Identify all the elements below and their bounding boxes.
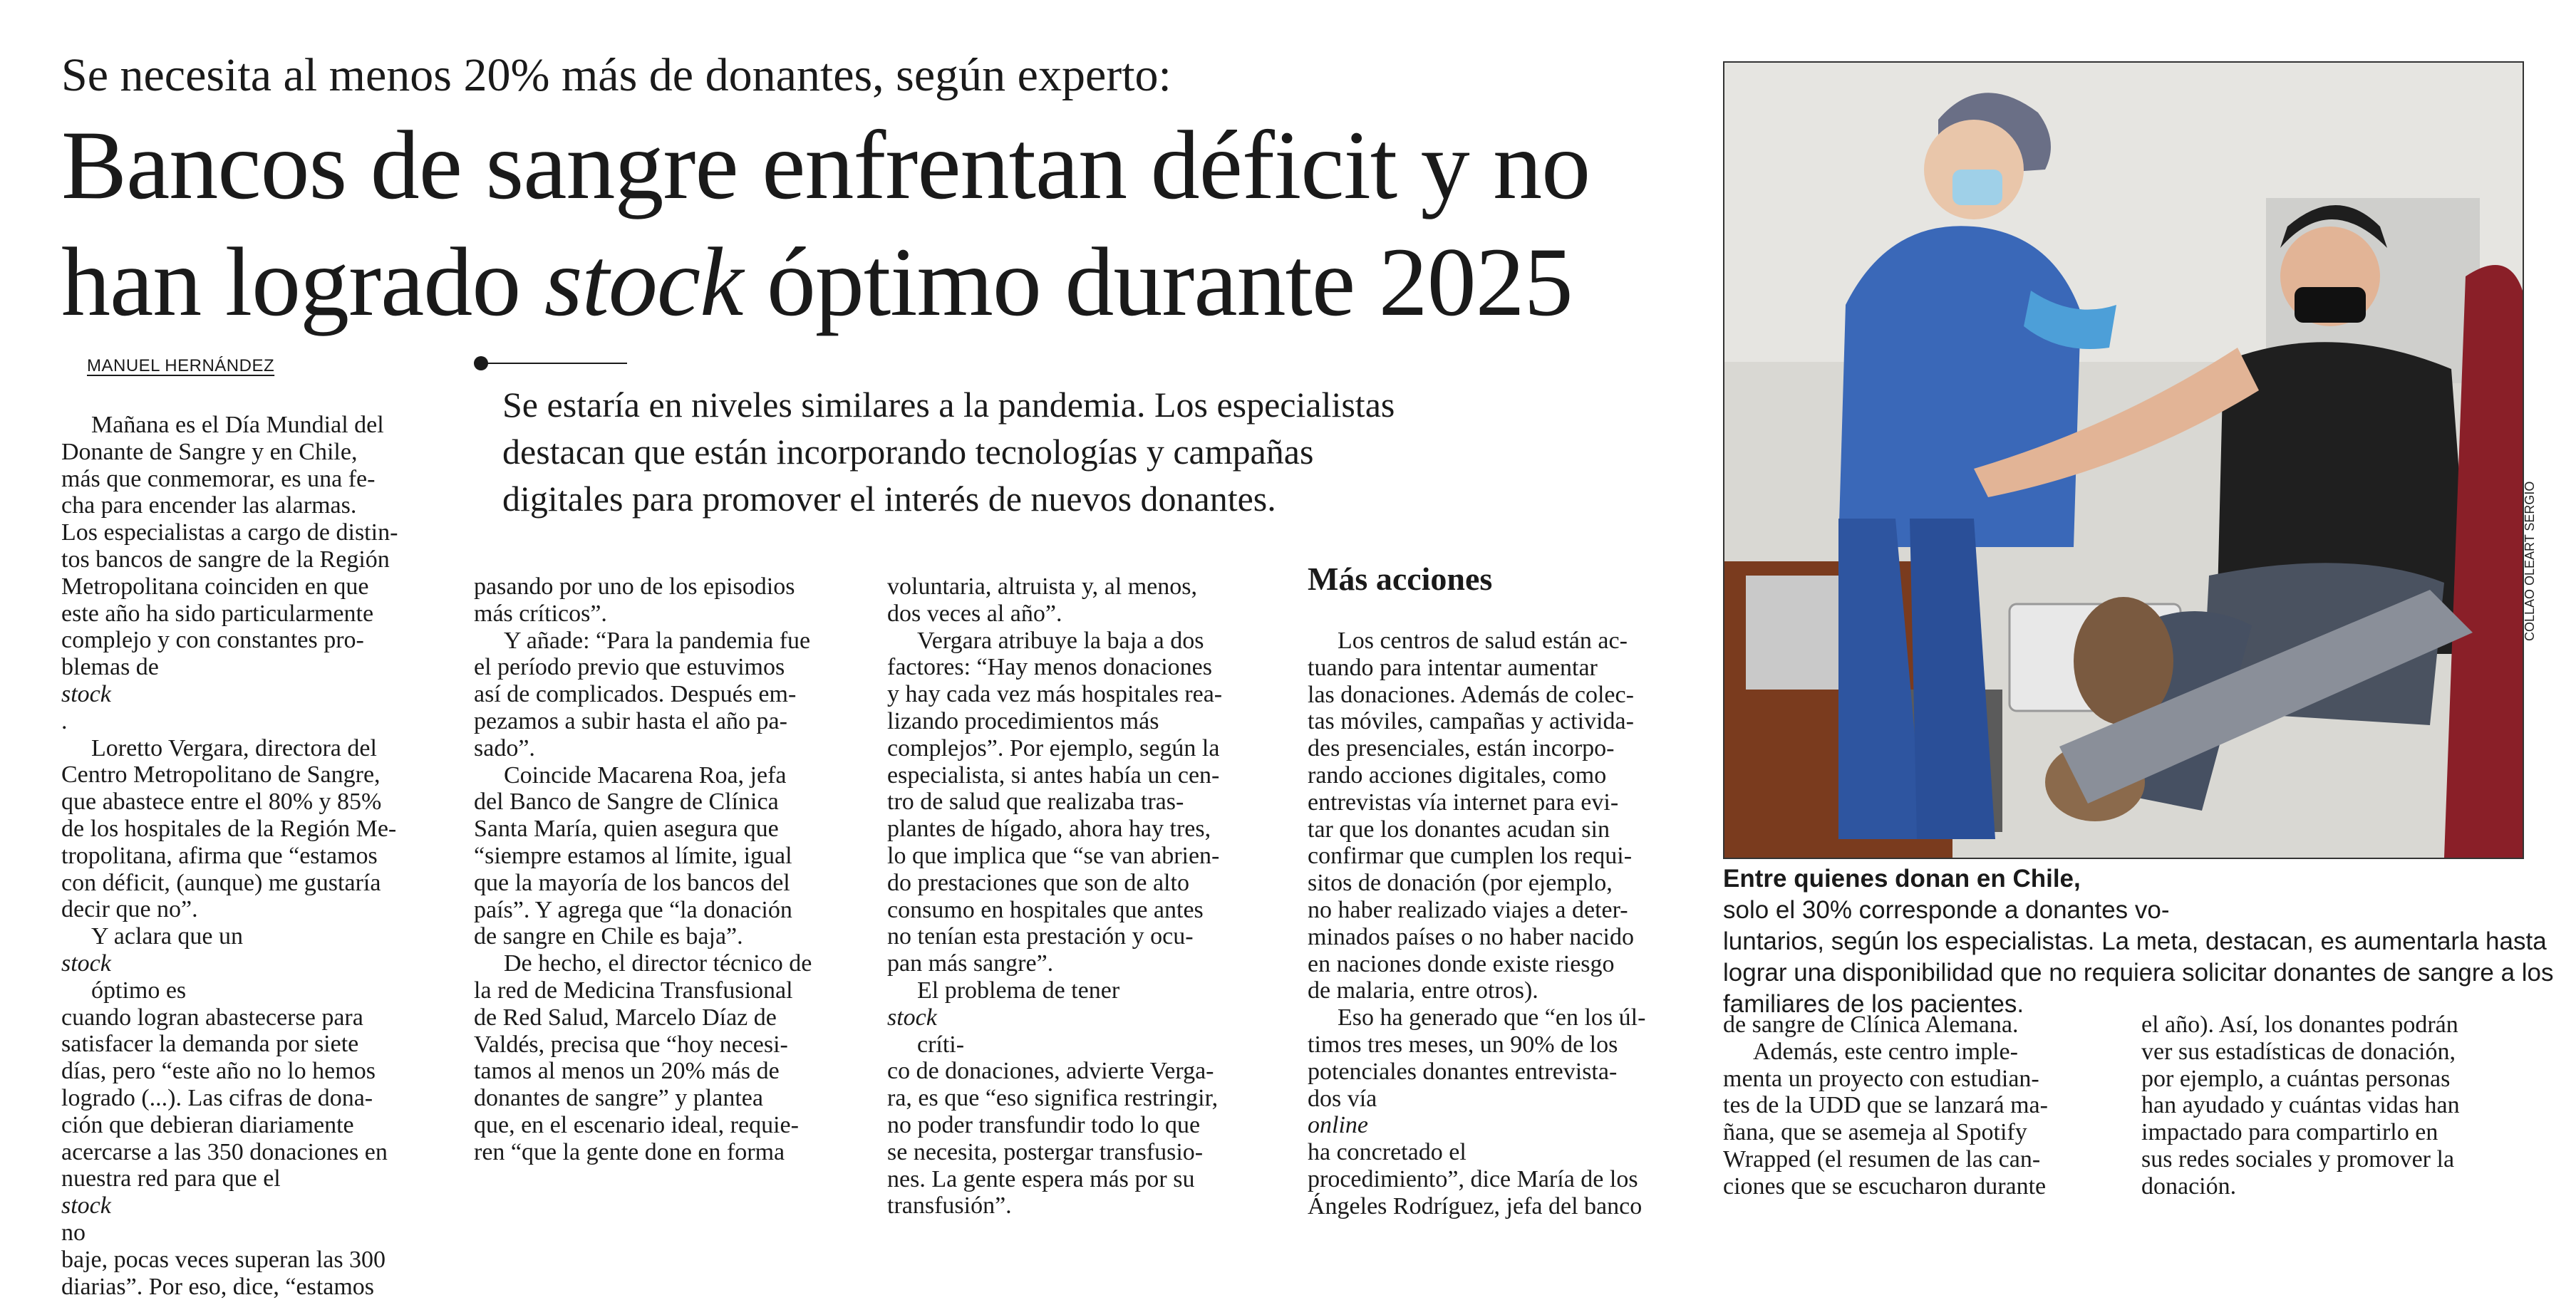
column-line-text: del Banco de Sangre de Clínica — [474, 789, 859, 816]
column-line-text: Vergara atribuye la baja a dos — [887, 628, 1276, 655]
column-line-text: tos bancos de sangre de la Región — [61, 546, 443, 573]
column-line — [474, 1004, 859, 1031]
column-line-text: “siempre estamos al límite, igual — [474, 843, 859, 870]
body-column-6 — [2141, 1012, 2530, 1200]
column-line-text: tro de salud que realizaba tras- — [887, 789, 1276, 816]
column-line — [1723, 1173, 2111, 1200]
article-headline — [61, 107, 1700, 340]
caption-rest: solo el 30% corresponde a donantes vo- — [1723, 895, 2535, 926]
column-line — [2141, 1146, 2530, 1173]
column-line-text: sitos de donación (por ejemplo, — [1308, 870, 1700, 897]
column-line-text: minados países o no haber nacido — [1308, 924, 1700, 951]
column-line — [474, 654, 859, 681]
column-line-text: donantes de sangre” y plantea — [474, 1085, 859, 1112]
column-line-text: dos veces al año”. — [887, 600, 1276, 628]
column-line — [1723, 1119, 2111, 1146]
column-line-text: confirmar que cumplen los requi- — [1308, 843, 1700, 870]
column-line — [61, 1247, 443, 1274]
column-line-text: Los especialistas a cargo de distin- — [61, 519, 443, 546]
column-line-text: Wrapped (el resumen de las can- — [1723, 1146, 2111, 1173]
column-line-text: la red de Medicina Transfusional — [474, 977, 859, 1004]
column-line — [61, 627, 443, 654]
caption-bold-lead: Entre quienes donan en Chile, — [1723, 865, 2081, 893]
lead-line: Se estaría en niveles similares a la pandemia. Los especialistas — [502, 381, 1671, 428]
section-subhead: Más acciones — [1308, 559, 1492, 599]
column-line — [1308, 816, 1700, 843]
column-line-tail: críti- — [887, 1031, 1276, 1059]
column-line-text: Centro Metropolitano de Sangre, — [61, 761, 443, 789]
column-line — [61, 1004, 443, 1031]
column-line-text: Donante de Sangre y en Chile, — [61, 439, 443, 466]
column-line — [887, 628, 1276, 655]
column-line-text: más que conmemorar, es una fe- — [61, 466, 443, 493]
column-line — [887, 843, 1276, 870]
column-line — [61, 600, 443, 628]
column-line — [61, 1274, 443, 1300]
column-line-text: do prestaciones que son de alto — [887, 870, 1276, 897]
column-line — [1308, 843, 1700, 870]
column-line-text: ra, es que “eso significa restringir, — [887, 1085, 1276, 1112]
column-line — [1308, 1166, 1700, 1193]
column-line-text: de los hospitales de la Región Me- — [61, 816, 443, 843]
column-line-text: ciones que se escucharon durante — [1723, 1173, 2111, 1200]
column-line-emphasis: stock — [61, 681, 111, 707]
column-line-text: impactado para compartirlo en — [2141, 1119, 2530, 1146]
column-line-text: así de complicados. Después em- — [474, 681, 859, 708]
headline-line-2 — [61, 224, 1700, 340]
column-line-text: tamos al menos un 20% más de — [474, 1058, 859, 1085]
column-line-text: Eso ha generado que “en los úl- — [1308, 1004, 1700, 1031]
column-line — [474, 816, 859, 843]
column-line-text: des presenciales, están incorpo- — [1308, 735, 1700, 762]
column-line-text: potenciales donantes entrevista- — [1308, 1059, 1700, 1086]
column-line — [61, 761, 443, 789]
column-line — [61, 896, 443, 923]
column-line-text: con déficit, (aunque) me gustaría — [61, 870, 443, 897]
body-column-3 — [887, 573, 1276, 1220]
column-line — [887, 1085, 1276, 1112]
column-line-text: Santa María, quien asegura que — [474, 816, 859, 843]
column-line — [474, 1031, 859, 1059]
column-line-text: logrado (...). Las cifras de dona- — [61, 1085, 443, 1112]
column-line-text: diarias”. Por eso, dice, “estamos — [61, 1274, 443, 1300]
column-line-text: Y añade: “Para la pandemia fue — [474, 628, 859, 655]
column-line — [61, 439, 443, 466]
photo-caption — [1723, 863, 2535, 1020]
column-line — [1308, 628, 1700, 655]
column-line-text: transfusión”. — [887, 1192, 1276, 1220]
column-line — [1723, 1092, 2111, 1119]
column-line-emphasis: online — [1308, 1112, 1368, 1138]
column-line-text: no haber realizado viajes a deter- — [1308, 897, 1700, 924]
column-line — [61, 546, 443, 573]
column-line-text: co de donaciones, advierte Verga- — [887, 1058, 1276, 1085]
column-line — [1308, 1086, 1700, 1166]
column-line — [1308, 1193, 1700, 1220]
column-line — [1723, 1039, 2111, 1066]
column-line — [474, 681, 859, 708]
column-line-emphasis: stock — [61, 950, 111, 977]
column-line — [61, 1058, 443, 1085]
column-line-text: complejo y con constantes pro- — [61, 627, 443, 654]
caption-line — [1723, 863, 2535, 926]
column-line-tail: ha concretado el — [1308, 1139, 1700, 1166]
column-line — [887, 573, 1276, 600]
column-line — [2141, 1039, 2530, 1066]
column-line — [61, 519, 443, 546]
column-line-text: plantes de hígado, ahora hay tres, — [887, 816, 1276, 843]
column-line — [887, 1166, 1276, 1193]
column-line-text: y hay cada vez más hospitales rea- — [887, 681, 1276, 708]
column-line-text: Loretto Vergara, directora del — [61, 735, 443, 762]
column-line-text: lo que implica que “se van abrien- — [887, 843, 1276, 870]
column-line — [887, 681, 1276, 708]
column-line-text: cuando logran abastecerse para — [61, 1004, 443, 1031]
column-line — [474, 1085, 859, 1112]
column-line-text: acercarse a las 350 donaciones en — [61, 1139, 443, 1166]
column-line — [887, 1058, 1276, 1085]
column-line-emphasis: stock — [61, 1192, 111, 1219]
column-line — [61, 816, 443, 843]
column-line-text: de sangre de Clínica Alemana. — [1723, 1012, 2111, 1039]
column-line-text: de malaria, entre otros). — [1308, 977, 1700, 1004]
column-line — [61, 573, 443, 600]
column-line-text: no poder transfundir todo lo que — [887, 1112, 1276, 1139]
column-line — [1308, 924, 1700, 951]
lead-paragraph — [502, 381, 1671, 522]
column-line — [474, 600, 859, 628]
article-kicker: Se necesita al menos 20% más de donantes, según experto: — [61, 47, 1171, 104]
column-line-text: Los centros de salud están ac- — [1308, 628, 1700, 655]
caption-line: luntarios, según los especialistas. La meta, destacan, es aumentarla hasta — [1723, 926, 2535, 957]
column-line — [61, 654, 443, 734]
column-line — [474, 708, 859, 735]
column-line — [474, 897, 859, 924]
column-line-text: que abastece entre el 80% y 85% — [61, 789, 443, 816]
column-line-text: se necesita, postergar transfusio- — [887, 1139, 1276, 1166]
column-line-text: Mañana es el Día Mundial del — [61, 412, 443, 439]
lead-rule-line — [485, 363, 627, 364]
column-line-text: decir que no”. — [61, 896, 443, 923]
column-line — [887, 870, 1276, 897]
column-line-text: dos vía — [1308, 1086, 1700, 1113]
column-line — [474, 950, 859, 977]
column-line — [474, 573, 859, 600]
column-line — [1308, 1031, 1700, 1059]
column-line — [1723, 1146, 2111, 1173]
column-line-tail: . — [61, 708, 443, 735]
column-line-text: que, en el escenario ideal, requie- — [474, 1112, 859, 1139]
column-line-text: cha para encender las alarmas. — [61, 492, 443, 519]
column-line — [887, 977, 1276, 1058]
column-line — [61, 1031, 443, 1058]
column-line-text: días, pero “este año no lo hemos — [61, 1058, 443, 1085]
column-line — [1308, 870, 1700, 897]
column-line-text: menta un proyecto con estudian- — [1723, 1066, 2111, 1093]
column-line — [61, 789, 443, 816]
headline-line-1: Bancos de sangre enfrentan déficit y no — [61, 107, 1700, 224]
column-line-text: El problema de tener — [887, 977, 1276, 1004]
body-column-4 — [1308, 628, 1700, 1220]
column-line-text: lizando procedimientos más — [887, 708, 1276, 735]
column-line — [887, 708, 1276, 735]
column-line — [474, 735, 859, 762]
column-line-text: tar que los donantes acudan sin — [1308, 816, 1700, 843]
column-line-text: consumo en hospitales que antes — [887, 897, 1276, 924]
byline: MANUEL HERNÁNDEZ — [87, 356, 274, 376]
column-line-text: más críticos”. — [474, 600, 859, 628]
column-line — [1308, 977, 1700, 1004]
column-line — [2141, 1119, 2530, 1146]
column-line-text: Metropolitana coinciden en que — [61, 573, 443, 600]
column-line — [1308, 682, 1700, 709]
column-line — [61, 870, 443, 897]
column-line-text: de Red Salud, Marcelo Díaz de — [474, 1004, 859, 1031]
column-line-text: donación. — [2141, 1173, 2530, 1200]
column-line-tail: óptimo es — [61, 977, 443, 1004]
column-line-text: Y aclara que un — [61, 923, 443, 950]
column-line — [61, 843, 443, 870]
column-line — [474, 628, 859, 655]
column-line-text: que la mayoría de los bancos del — [474, 870, 859, 897]
column-line-tail: no — [61, 1220, 443, 1247]
column-line — [1308, 951, 1700, 978]
column-line — [474, 977, 859, 1004]
column-line — [474, 762, 859, 789]
caption-line: lograr una disponibilidad que no requiera solicitar donantes de sangre a los — [1723, 957, 2535, 989]
column-line-text: sado”. — [474, 735, 859, 762]
column-line-text: tas móviles, campañas y activida- — [1308, 708, 1700, 735]
column-line — [1308, 762, 1700, 789]
column-line-text: ver sus estadísticas de donación, — [2141, 1039, 2530, 1066]
column-line — [474, 789, 859, 816]
column-line-text: pezamos a subir hasta el año pa- — [474, 708, 859, 735]
column-line-text: país”. Y agrega que “la donación — [474, 897, 859, 924]
column-line-text: entrevistas vía internet para evi- — [1308, 789, 1700, 816]
column-line — [61, 1085, 443, 1112]
column-line — [2141, 1173, 2530, 1200]
body-column-1 — [61, 412, 443, 1300]
column-line — [61, 1112, 443, 1139]
column-line-text: de sangre en Chile es baja”. — [474, 923, 859, 950]
column-line-text: Valdés, precisa que “hoy necesi- — [474, 1031, 859, 1059]
column-line-text: tuando para intentar aumentar — [1308, 655, 1700, 682]
column-line — [474, 1112, 859, 1139]
column-line-text: factores: “Hay menos donaciones — [887, 654, 1276, 681]
column-line-text: satisfacer la demanda por siete — [61, 1031, 443, 1058]
column-line — [887, 816, 1276, 843]
lead-line: digitales para promover el interés de nuevos donantes. — [502, 475, 1671, 522]
column-line — [1308, 1004, 1700, 1031]
column-line — [474, 1139, 859, 1166]
headline-line-2-em: stock — [544, 227, 743, 336]
column-line — [887, 897, 1276, 924]
column-line-text: ren “que la gente done en forma — [474, 1139, 859, 1166]
column-line-text: rando acciones digitales, como — [1308, 762, 1700, 789]
column-line — [887, 735, 1276, 762]
column-line-text: procedimiento”, dice María de los — [1308, 1166, 1700, 1193]
column-line — [61, 412, 443, 439]
column-line — [2141, 1066, 2530, 1093]
column-line-text: pasando por uno de los episodios — [474, 573, 859, 600]
column-line-text: tes de la UDD que se lanzará ma- — [1723, 1092, 2111, 1119]
column-line — [887, 654, 1276, 681]
column-line — [1308, 897, 1700, 924]
headline-line-2-pre: han logrado — [61, 227, 544, 336]
column-line — [61, 923, 443, 1004]
column-line-text: sus redes sociales y promover la — [2141, 1146, 2530, 1173]
body-column-5 — [1723, 1012, 2111, 1200]
column-line-text: blemas de — [61, 654, 443, 681]
column-line — [887, 600, 1276, 628]
column-line-text: voluntaria, altruista y, al menos, — [887, 573, 1276, 600]
column-line — [1308, 789, 1700, 816]
column-line — [61, 466, 443, 493]
column-line — [61, 735, 443, 762]
column-line-text: en naciones donde existe riesgo — [1308, 951, 1700, 978]
column-line — [2141, 1092, 2530, 1119]
column-line-text: han ayudado y cuántas vidas han — [2141, 1092, 2530, 1119]
column-line — [1308, 708, 1700, 735]
column-line-text: ción que debieran diariamente — [61, 1112, 443, 1139]
column-line — [887, 762, 1276, 789]
column-line-text: Además, este centro imple- — [1723, 1039, 2111, 1066]
column-line-text: De hecho, el director técnico de — [474, 950, 859, 977]
column-line-text: el año). Así, los donantes podrán — [2141, 1012, 2530, 1039]
blood-donation-photo-illustration — [1724, 63, 2523, 858]
column-line-text: el período previo que estuvimos — [474, 654, 859, 681]
column-line-text: especialista, si antes había un cen- — [887, 762, 1276, 789]
column-line-text: Ángeles Rodríguez, jefa del banco — [1308, 1193, 1700, 1220]
column-line-text: tropolitana, afirma que “estamos — [61, 843, 443, 870]
column-line — [474, 843, 859, 870]
lead-line: destacan que están incorporando tecnologías y campañas — [502, 428, 1671, 475]
column-line — [887, 950, 1276, 977]
column-line-text: baje, pocas veces superan las 300 — [61, 1247, 443, 1274]
column-line-emphasis: stock — [887, 1004, 937, 1031]
column-line-text: este año ha sido particularmente — [61, 600, 443, 628]
body-column-2 — [474, 573, 859, 1166]
column-line — [887, 923, 1276, 950]
column-line — [1308, 655, 1700, 682]
column-line — [887, 789, 1276, 816]
column-line — [474, 1058, 859, 1085]
column-line — [887, 1192, 1276, 1220]
column-line — [61, 1139, 443, 1166]
photo-credit: COLLAO OLEART SERGIO — [2523, 456, 2538, 641]
column-line — [1308, 1059, 1700, 1086]
column-line — [1308, 735, 1700, 762]
column-line-text: complejos”. Por ejemplo, según la — [887, 735, 1276, 762]
column-line — [474, 870, 859, 897]
column-line-text: nuestra red para que el — [61, 1165, 443, 1192]
column-line — [474, 923, 859, 950]
column-line — [61, 1165, 443, 1246]
column-line-text: nes. La gente espera más por su — [887, 1166, 1276, 1193]
column-line — [61, 492, 443, 519]
headline-line-2-post: óptimo durante 2025 — [743, 227, 1572, 336]
article-photo — [1723, 61, 2524, 859]
column-line — [887, 1139, 1276, 1166]
column-line-text: timos tres meses, un 90% de los — [1308, 1031, 1700, 1059]
column-line-text: no tenían esta prestación y ocu- — [887, 923, 1276, 950]
column-line-text: por ejemplo, a cuántas personas — [2141, 1066, 2530, 1093]
column-line-text: las donaciones. Además de colec- — [1308, 682, 1700, 709]
column-line-text: Coincide Macarena Roa, jefa — [474, 762, 859, 789]
column-line — [887, 1112, 1276, 1139]
column-line-text: ñana, que se asemeja al Spotify — [1723, 1119, 2111, 1146]
column-line — [1723, 1066, 2111, 1093]
caption-line: familiares de los pacientes. — [1723, 989, 2535, 1020]
column-line-text: pan más sangre”. — [887, 950, 1276, 977]
